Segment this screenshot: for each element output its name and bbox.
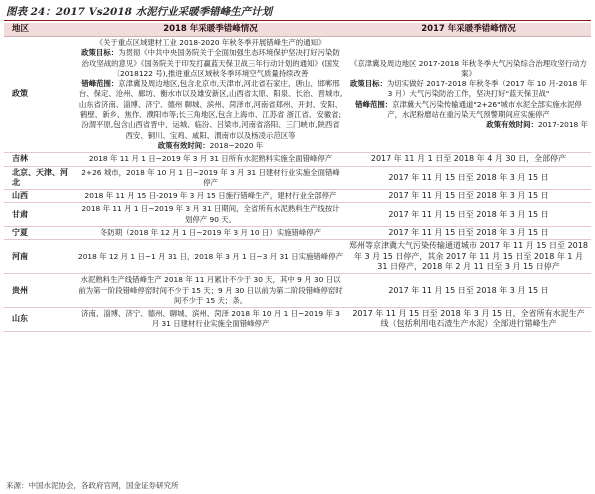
policy-2018-cell [75,37,346,153]
plan-2018-cell: 冬防期（2018 年 12 月 1 日~2019 年 3 月 10 日）实施错峰停产 [75,227,346,240]
table-row [4,240,591,274]
policy-2018-goal: 政策目标：为贯彻《中共中央国务院关于全面加强生态环境保护坚决打好污染防治攻坚战的意见》《国务院关于印发打赢蓝天保卫战三年行动计划的通知》(国发〔2018122 号),推进重点区域秋冬季环境空气质量持续改善 [81,48,340,78]
table-row [4,308,591,332]
table-row-policy [4,37,591,153]
plan-2017-cell: 2017 年 11 月 15 日至 2018 年 3 月 15 日，全省所有水泥生产线（包括利用电石渣生产水泥）全部进行错峰生产 [346,308,591,332]
plan-2018-cell: 2018 年 11 月 15 日-2019 年 3 月 15 日施行错峰生产，建材行业全部停产 [75,190,346,203]
region-cell: 吉林 [4,153,75,166]
region-cell: 宁夏 [4,227,75,240]
table-row [4,274,591,308]
policy-table [4,23,591,332]
plan-2017-cell: 郑州等京津冀大气污染传输通道城市 2017 年 11 月 15 日至 2018 年 3 月 15 日停产，其余 2017 年 11 月 15 日至 2018 年 1 月 31 日停产，2018 年 2 月 11 日至 3 月 15 日停产 [346,240,591,274]
header-region: 地区 [4,23,75,37]
plan-2017-cell: 2017 年 11 月 15 日至 2018 年 3 月 15 日 [346,190,591,203]
policy-2017-notice: 《京津冀及周边地区 2017-2018 年秋冬季大气污染综合治理攻坚行动方案》 [349,58,588,78]
plan-2017-cell: 2017 年 11 月 15 日至 2018 年 3 月 15 日 [346,227,591,240]
header-2018: 2018 年采暖季错峰情况 [75,23,346,37]
plan-2017-cell: 2017 年 11 月 15 日至 2018 年 3 月 15 日 [346,274,591,308]
region-cell: 政策 [4,37,75,153]
table-row [4,190,591,203]
region-cell: 山西 [4,190,75,203]
plan-2018-cell: 2018 年 11 月 1 日~2019 年 3 月 31 日所有水泥熟料实施全面错峰停产 [75,153,346,166]
plan-2018-cell: 水泥熟料生产线错峰生产 2018 年 11 月累计不少于 30 天，其中 9 月 30 日以前为第一阶段错峰停窑时间不少于 15 天；9 月 30 日以前为第二阶段错峰停窑时间不少于 15 天；条。 [75,274,346,308]
plan-2018-cell: 济南、淄博、济宁、德州、聊城、滨州、菏泽 2018 年 10 月 1 日~2019 年 3 月 31 日建材行业实施全面错峰停产 [75,308,346,332]
region-cell: 贵州 [4,274,75,308]
figure-title: 图表 24：2017 Vs2018 水泥行业采暖季错峰生产计划 [4,4,591,21]
policy-2017-cell [346,37,591,153]
region-cell: 河南 [4,240,75,274]
region-cell: 山东 [4,308,75,332]
table-row [4,227,591,240]
region-cell: 北京、天津、河北 [4,166,75,190]
plan-2017-cell: 2017 年 11 月 1 日至 2018 年 4 月 30 日，全部停产 [346,153,591,166]
policy-2017-period: 政策有效时间：2017-2018 年 [486,120,588,130]
table-row [4,203,591,227]
table-header-row [4,23,591,37]
plan-2018-cell: 2018 年 11 月 1 日~2019 年 3 月 31 日期间，全省所有水泥熟料生产线按计划停产 90 天。 [75,203,346,227]
policy-2017-goal: 政策目标：为切实做好 2017-2018 年秋冬季（2017 年 10 月-2018 年 3 月）大气污染防治工作，坚决打好"蓝天保卫战" [349,79,588,99]
plan-2018-cell: 2018 年 12 月 1 日~1 月 31 日，2018 年 3 月 1 日~3 月 31 日实施错峰停产 [75,240,346,274]
region-cell: 甘肃 [4,203,75,227]
table-row [4,166,591,190]
plan-2018-cell: 2+26 城市，2018 年 10 月 1 日~2019 年 3 月 31 日建材行业实施全面错峰停产 [75,166,346,190]
plan-2017-cell: 2017 年 11 月 15 日至 2018 年 3 月 15 日 [346,203,591,227]
plan-2017-cell: 2017 年 11 月 15 日至 2018 年 3 月 15 日 [346,166,591,190]
policy-2017-scope: 错峰范围：京津冀大气污染传输通道"2+26"城市水泥全部实施水泥停产，水泥粉磨站在重污染天气预警期间应实施停产 [355,99,582,120]
source-note: 来源：中国水泥协会，各政府官网，国金证券研究所 [6,481,179,490]
policy-2018-period: 政策有效时间：2018~2020 年 [157,140,264,150]
policy-2018-notice: 《关于重点区域建材工业 2018-2020 年秋冬季开展错峰生产的通知》 [95,38,326,47]
policy-2018-scope: 错峰范围：京津冀及周边地区,包含北京市,天津市,河北省石家庄、唐山、邯郸邢台、保定、沧州、廊坊、衡水市以及雄安新区,山西省太原、阳泉、长治、晋城市,山东省济南、淄博、济宁、德州 聊城、滨州、菏泽市,河南省郑州、开封、安阳、鹤壁、新乡、焦作、濮阳市等;长三角地区,包含上海市、江苏省 浙江省、安徽省;汾渭平原,包含山西省晋中、运城、临汾、吕梁市,河南省洛阳、三门峡市,陕西省西安、铜川、宝鸡、咸阳、渭南市以及杨凌示范区等 [78,79,343,140]
header-2017: 2017 年采暖季错峰情况 [346,23,591,37]
table-row [4,153,591,166]
